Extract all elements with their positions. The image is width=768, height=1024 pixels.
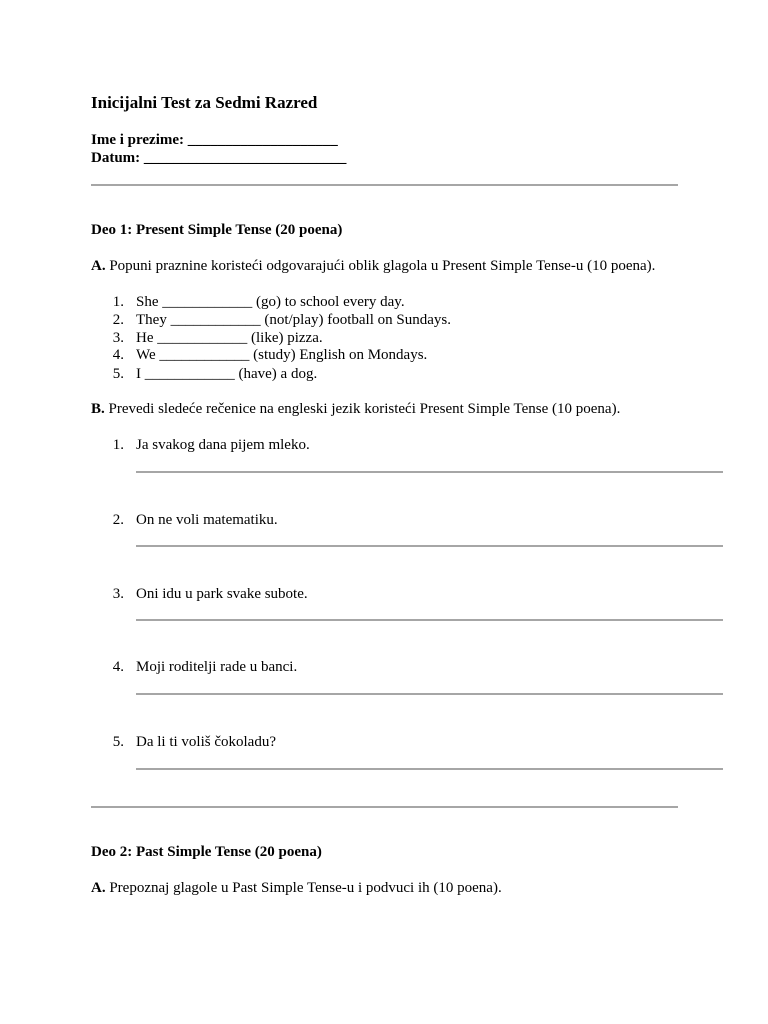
name-field [91, 131, 338, 149]
list-item: Oni idu u park svake subote. [136, 586, 308, 602]
list-item: Ja svakog dana pijem mleko. [136, 437, 310, 453]
date-field [91, 149, 346, 167]
answer-line [136, 545, 723, 547]
list-item: They ____________ (not/play) football on Sundays. [136, 312, 451, 328]
list-item-number: 2. [112, 312, 124, 328]
list-item-number: 4. [112, 347, 124, 363]
list-item-number: 1. [112, 437, 124, 453]
list-item-number: 5. [112, 734, 124, 750]
list-item-number: 1. [112, 294, 124, 310]
list-item-number: 4. [112, 659, 124, 675]
list-item: She ____________ (go) to school every day. [136, 294, 405, 310]
section-letter: B. [91, 401, 105, 417]
list-item: Da li ti voliš čokoladu? [136, 734, 276, 750]
divider [91, 184, 678, 186]
answer-line [136, 768, 723, 770]
section-letter: A. [91, 880, 106, 896]
list-item: We ____________ (study) English on Mondays. [136, 347, 428, 363]
answer-line [136, 471, 723, 473]
date-blank: ___________________________ [143, 150, 347, 166]
part1-section-b-instruction [91, 400, 620, 418]
answer-line [136, 693, 723, 695]
part1-heading: Deo 1: Present Simple Tense (20 poena) [91, 222, 343, 238]
list-item-number: 2. [112, 512, 124, 528]
instruction-text: Prevedi sledeće rečenice na engleski jezik koristeći Present Simple Tense (10 poena). [108, 401, 621, 417]
name-label: Ime i prezime: [91, 132, 185, 148]
part2-heading: Deo 2: Past Simple Tense (20 poena) [91, 844, 322, 860]
list-item: I ____________ (have) a dog. [136, 366, 318, 382]
list-item: He ____________ (like) pizza. [136, 330, 323, 346]
list-item: Moji roditelji rade u banci. [136, 659, 298, 675]
divider [91, 806, 678, 808]
list-item-number: 3. [112, 330, 124, 346]
instruction-text: Prepoznaj glagole u Past Simple Tense-u i podvuci ih (10 poena). [109, 880, 502, 896]
list-item-number: 5. [112, 366, 124, 382]
section-letter: A. [91, 258, 106, 274]
list-item-number: 3. [112, 586, 124, 602]
part2-section-a-instruction [91, 879, 502, 897]
instruction-text: Popuni praznine koristeći odgovarajući oblik glagola u Present Simple Tense-u (10 poena). [109, 258, 656, 274]
part1-section-a-instruction [91, 257, 655, 275]
name-blank: ____________________ [187, 132, 338, 148]
list-item: On ne voli matematiku. [136, 512, 278, 528]
document-title: Inicijalni Test za Sedmi Razred [91, 93, 318, 112]
answer-line [136, 619, 723, 621]
date-label: Datum: [91, 150, 141, 166]
